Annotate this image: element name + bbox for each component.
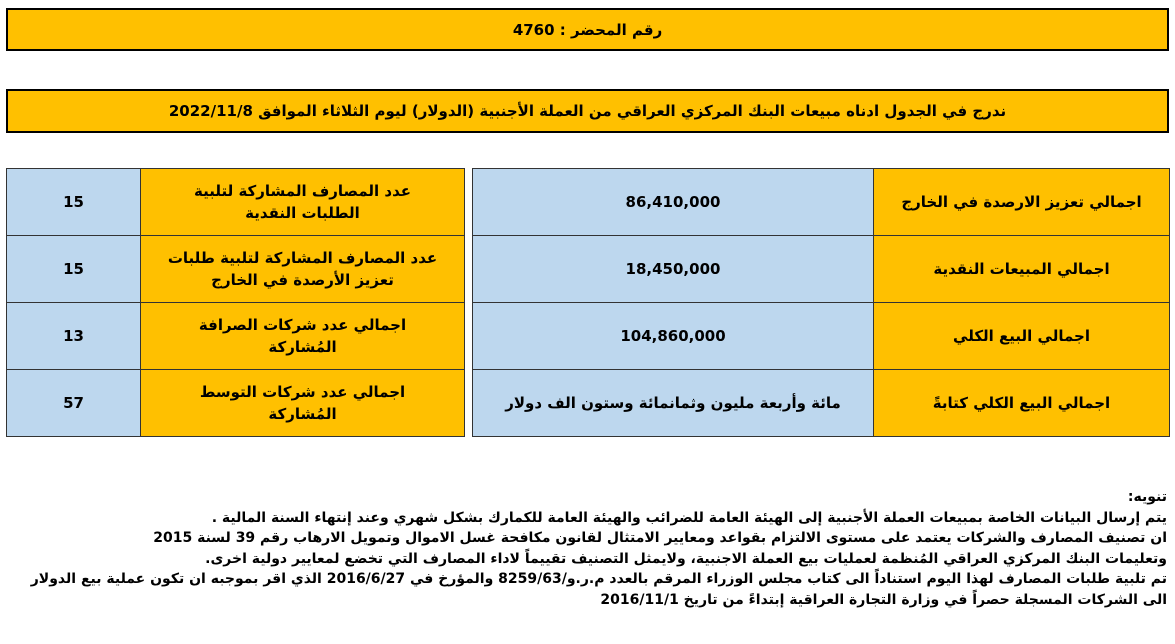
sales-label: اجمالي البيع الكلي: [874, 303, 1170, 370]
table-row: [473, 303, 1170, 370]
participants-value: 13: [7, 303, 141, 370]
table-row: [7, 370, 465, 437]
notice-line: ان تصنيف المصارف والشركات يعتمد على مستوى الالتزام بقواعد ومعايير الامتثال لقانون مكافحة غسل الاموال وتمويل الارهاب رقم 39 لسنة 2015: [153, 530, 1167, 547]
record-number-banner: [6, 8, 1169, 51]
record-number: رقم المحضر : 4760: [512, 20, 663, 39]
participants-value: 57: [7, 370, 141, 437]
notice-line: الى الشركات المسجلة حصراً في وزارة التجارة العراقية إبتداءً من تاريخ 2016/11/1: [600, 591, 1167, 608]
table-row: [473, 169, 1170, 236]
participants-label: عدد المصارف المشاركة لتلبية الطلبات النقدية: [141, 169, 465, 236]
intro-text: ندرج في الجدول ادناه مبيعات البنك المركزي العراقي من العملة الأجنبية (الدولار) ليوم الثلاثاء الموافق 2022/11/8: [168, 102, 1007, 120]
notice-line: وتعليمات البنك المركزي العراقي المُنظمة لعمليات بيع العملة الاجنبية، ولايمثل التصنيف تقييماً لاداء المصارف التي تخضع لمعايير دولية اخرى.: [205, 550, 1167, 567]
participants-label: عدد المصارف المشاركة لتلبية طلبات تعزيز الأرصدة في الخارج: [141, 236, 465, 303]
notice-line: يتم إرسال البيانات الخاصة بمبيعات العملة الأجنبية إلى الهيئة العامة للضرائب والهيئة العامة للكمارك بشكل شهري وعند إنتهاء السنة المالية .: [211, 509, 1167, 526]
table-row: [7, 303, 465, 370]
sales-value: 18,450,000: [473, 236, 874, 303]
table-row: [473, 236, 1170, 303]
participants-table: [6, 168, 465, 437]
table-row: [7, 236, 465, 303]
table-row: [7, 169, 465, 236]
notice-line: تم تلبية طلبات المصارف لهذا اليوم استناداً الى كتاب مجلس الوزراء المرقم بالعدد م.ر.و/8259/63 والمؤرخ في 2016/6/27 الذي اقر بموجبه ان تكون عملية بيع الدولار: [30, 571, 1167, 588]
participants-value: 15: [7, 169, 141, 236]
sales-label: اجمالي البيع الكلي كتابةً: [874, 370, 1170, 437]
participants-label: اجمالي عدد شركات التوسط المُشاركة: [141, 370, 465, 437]
sales-value: 86,410,000: [473, 169, 874, 236]
participants-label: اجمالي عدد شركات الصرافة المُشاركة: [141, 303, 465, 370]
sales-value: 104,860,000: [473, 303, 874, 370]
intro-banner: [6, 89, 1169, 133]
notice-section: [7, 487, 1167, 611]
participants-value: 15: [7, 236, 141, 303]
sales-label: اجمالي تعزيز الارصدة في الخارج: [874, 169, 1170, 236]
sales-value: مائة وأربعة مليون وثمانمائة وستون الف دولار: [473, 370, 874, 437]
sales-table: [472, 168, 1170, 437]
sales-label: اجمالي المبيعات النقدية: [874, 236, 1170, 303]
table-row: [473, 370, 1170, 437]
notice-title: تنويه:: [1127, 489, 1167, 505]
